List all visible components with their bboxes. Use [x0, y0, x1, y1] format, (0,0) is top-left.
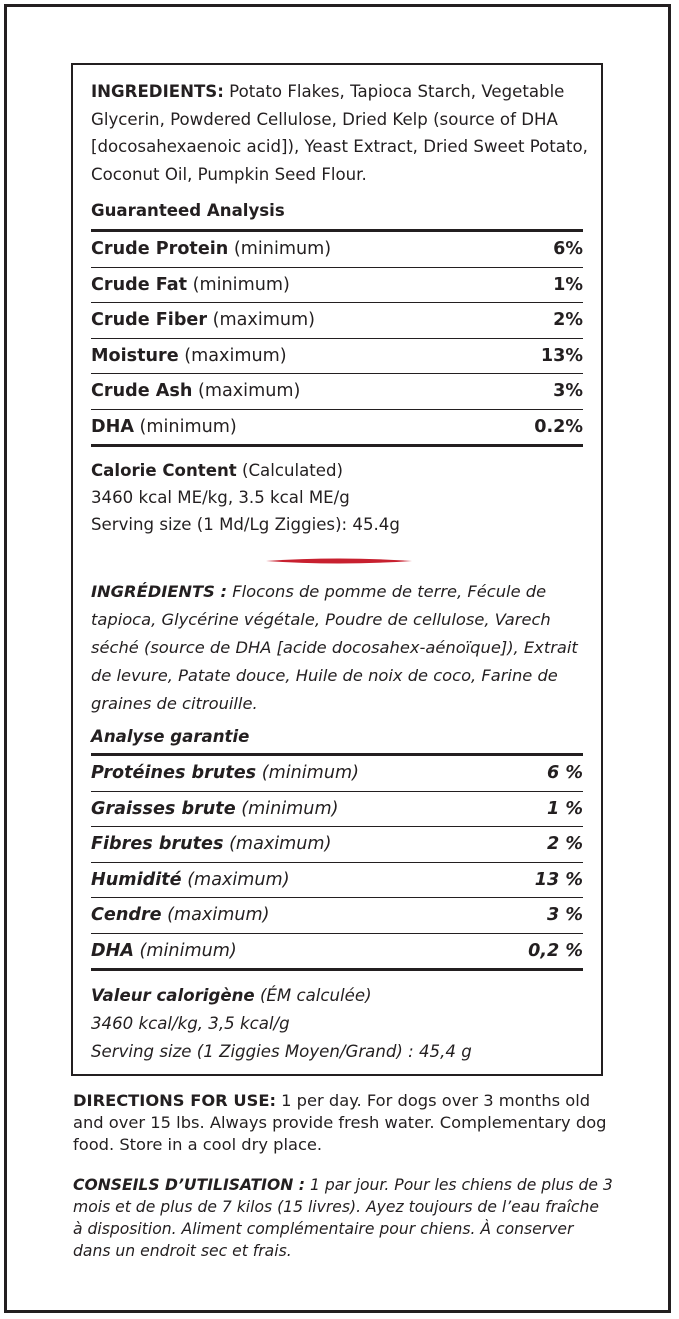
ingredients-en-heading: INGREDIENTS: — [91, 82, 224, 101]
analysis-row — [91, 339, 583, 375]
ingredients-fr — [91, 578, 591, 718]
analysis-name: Graisses brute — [91, 798, 236, 819]
analysis-value: 0,2 % — [528, 940, 583, 961]
analysis-row — [91, 756, 583, 792]
analysis-name: Cendre — [91, 905, 162, 926]
analysis-row — [91, 792, 583, 828]
calorie-qualifier: (ÉM calculée) — [259, 986, 372, 1005]
calorie-content-en — [91, 457, 591, 538]
ingredients-fr-heading: INGRÉDIENTS : — [91, 582, 228, 601]
analysis-qualifier: (maximum) — [167, 905, 270, 926]
directions-fr-text: 1 par jour. Pour les chiens de plus de 3 mois et de plus de 7 kilos (15 livres). Ayez toujours de l’eau fraîche à disposition. Aliment complémentaire pour chiens. À conserver dans un endroit sec et frais. — [73, 1176, 613, 1260]
analysis-name: DHA — [91, 416, 134, 437]
analysis-value: 13% — [540, 345, 583, 366]
analysis-name: Crude Ash — [91, 381, 193, 402]
analysis-name: Crude Fiber — [91, 310, 208, 331]
analysis-name: Humidité — [91, 869, 182, 890]
directions-en-text: 1 per day. For dogs over 3 months old and over 15 lbs. Always provide fresh water. Complementary dog food. Store in a cool dry place. — [73, 1091, 607, 1154]
calorie-label: Calorie Content — [91, 461, 237, 480]
analysis-value: 13 % — [534, 869, 583, 890]
analysis-value: 2% — [553, 310, 583, 331]
analysis-row — [91, 827, 583, 863]
guaranteed-analysis-table — [91, 229, 583, 447]
serving-line: Serving size (1 Ziggies Moyen/Grand) : 45,4 g — [91, 1042, 472, 1061]
analysis-qualifier: (minimum) — [233, 239, 332, 260]
analysis-qualifier: (maximum) — [212, 310, 316, 331]
analysis-value: 3% — [553, 381, 583, 402]
analyse-garantie-table — [91, 753, 583, 971]
analysis-name: Protéines brutes — [91, 763, 257, 784]
calorie-qualifier: (Calculated) — [241, 461, 343, 480]
analysis-row — [91, 863, 583, 899]
analysis-row — [91, 934, 583, 972]
analysis-qualifier: (minimum) — [139, 940, 237, 961]
serving-line: Serving size (1 Md/Lg Ziggies): 45.4g — [91, 515, 400, 534]
analysis-qualifier: (minimum) — [139, 416, 237, 437]
analysis-name: Crude Fat — [91, 274, 188, 295]
analysis-row — [91, 898, 583, 934]
analyse-garantie-title: Analyse garantie — [91, 727, 250, 746]
ingredients-fr-text: Flocons de pomme de terre, Fécule de tapioca, Glycérine végétale, Poudre de cellulose, Varech séché (source de DHA [acide docosahex-aénoïque]), Extrait de levure, Patate douce, Huile de noix de coco, Farine de graines de citrouille. — [91, 582, 578, 713]
analysis-name: Crude Protein — [91, 239, 229, 260]
ingredients-en — [91, 78, 591, 188]
nutrition-panel — [71, 63, 603, 1076]
calorie-line: 3460 kcal ME/kg, 3.5 kcal ME/g — [91, 488, 350, 507]
analysis-value: 1 % — [547, 798, 583, 819]
directions-fr-heading: CONSEILS D’UTILISATION : — [73, 1176, 305, 1194]
calorie-content-fr — [91, 982, 591, 1066]
analysis-value: 1% — [553, 274, 583, 295]
analysis-row — [91, 268, 583, 304]
analysis-value: 2 % — [547, 834, 583, 855]
analysis-qualifier: (maximum) — [184, 345, 287, 366]
analysis-qualifier: (minimum) — [192, 274, 290, 295]
analysis-qualifier: (maximum) — [197, 381, 301, 402]
analysis-qualifier: (maximum) — [187, 869, 290, 890]
directions-en — [73, 1090, 613, 1156]
analysis-qualifier: (minimum) — [241, 798, 339, 819]
analysis-row — [91, 410, 583, 448]
analysis-value: 3 % — [547, 905, 583, 926]
analysis-qualifier: (maximum) — [229, 834, 332, 855]
analysis-qualifier: (minimum) — [261, 763, 359, 784]
analysis-value: 6% — [553, 239, 583, 260]
analysis-name: Fibres brutes — [91, 834, 224, 855]
ingredients-en-text: Potato Flakes, Tapioca Starch, Vegetable Glycerin, Powdered Cellulose, Dried Kelp (source of DHA [docosahexaenoic acid]), Yeast Extract, Dried Sweet Potato, Coconut Oil, Pumpkin Seed Flour. — [91, 82, 588, 184]
directions-fr — [73, 1174, 613, 1262]
analysis-value: 6 % — [547, 763, 583, 784]
analysis-row — [91, 374, 583, 410]
section-divider — [266, 556, 412, 566]
analysis-row — [91, 303, 583, 339]
directions-en-heading: DIRECTIONS FOR USE: — [73, 1091, 276, 1110]
guaranteed-analysis-title: Guaranteed Analysis — [91, 201, 285, 220]
analysis-value: 0.2% — [534, 416, 583, 437]
calorie-line: 3460 kcal/kg, 3,5 kcal/g — [91, 1014, 290, 1033]
analysis-name: DHA — [91, 940, 134, 961]
analysis-name: Moisture — [91, 345, 179, 366]
analysis-row — [91, 232, 583, 268]
calorie-label: Valeur calorigène — [91, 986, 255, 1005]
